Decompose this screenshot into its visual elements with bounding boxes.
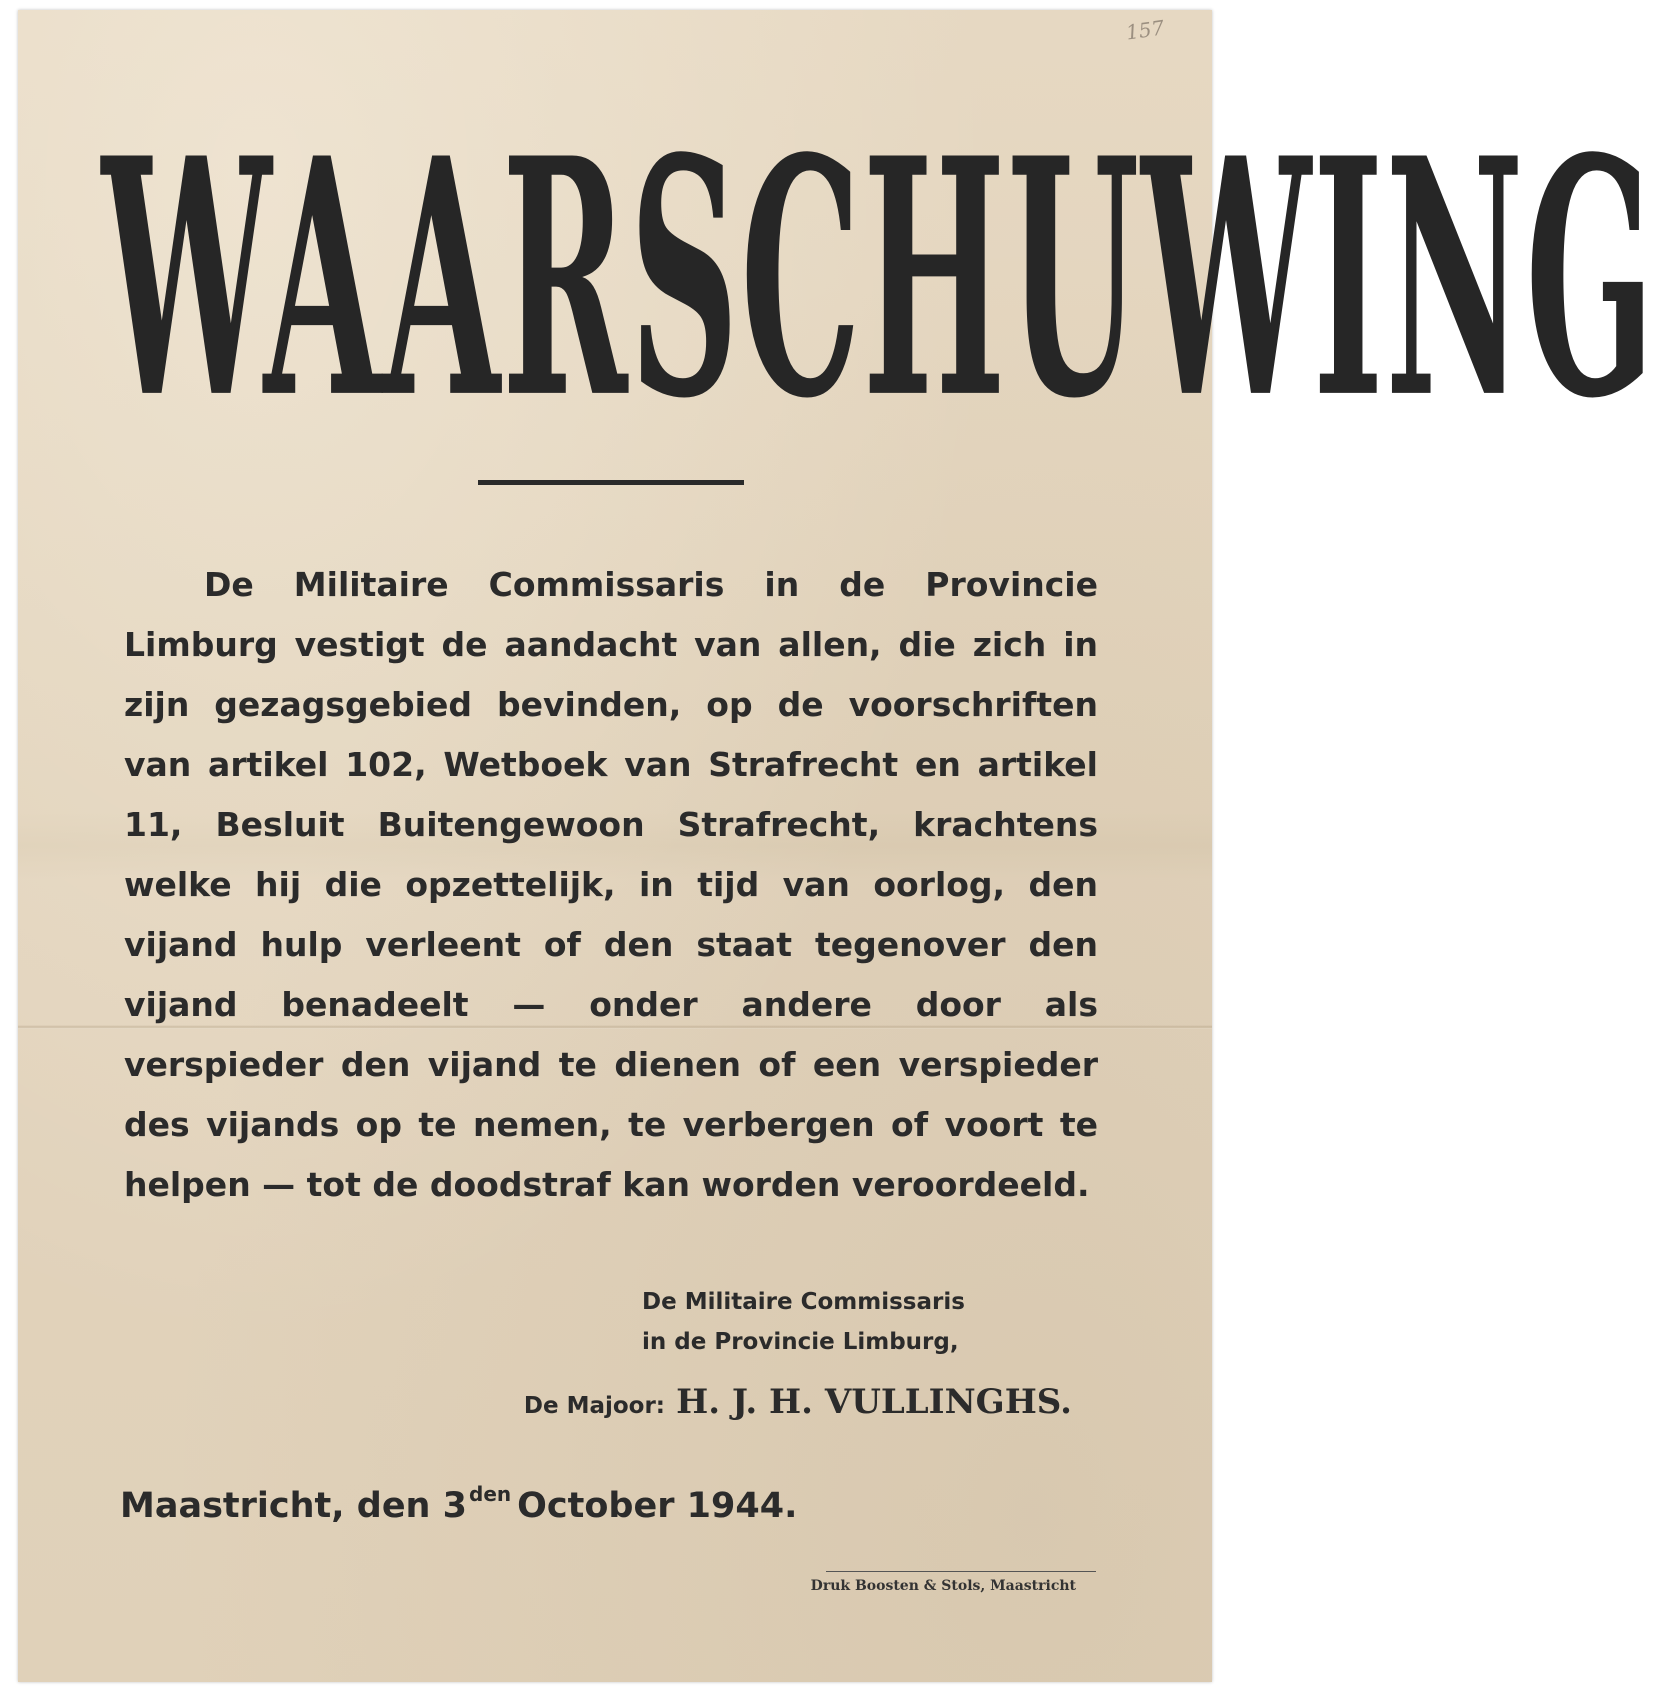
dateline (120, 1482, 797, 1526)
signature-line-1: De Militaire Commissaris (642, 1289, 965, 1315)
signature-line-2: in de Provincie Limburg, (642, 1329, 959, 1355)
dateline-date: October 1944. (517, 1486, 798, 1526)
signatory-name: H. J. H. VULLINGHS. (676, 1382, 1072, 1422)
signatory-rank: De Majoor: (523, 1393, 666, 1419)
signatory (524, 1382, 1072, 1422)
title-divider (478, 480, 744, 485)
poster-title: WAARSCHUWING (101, 87, 1656, 471)
pencil-annotation: 157 (1124, 15, 1166, 45)
signature-block (642, 1282, 965, 1362)
warning-body-text: De Militaire Commissaris in de Provincie Limburg vestigt de aandacht van allen, die zich in zijn gezagsgebied bevinden, op de voorschriften van artikel 102, Wetboek van Strafrecht en artikel 11, Besluit Buitengewoon Strafrecht, krachtens welke hij die opzettelijk, in tijd van oorlog, den vijand hulp verleent of den staat tegenover den vijand benadeelt — onder andere door als verspieder den vijand te dienen of een verspieder des vijands op te nemen, te verbergen of voort te helpen — tot de doodstraf kan worden veroordeeld. (124, 565, 1098, 1204)
printer-imprint: Druk Boosten & Stols, Maastricht (810, 1578, 1076, 1594)
printer-divider (826, 1571, 1096, 1572)
dateline-superscript: den (469, 1482, 512, 1506)
poster-sheet (18, 10, 1656, 1682)
dateline-place: Maastricht, den 3 (120, 1486, 468, 1526)
